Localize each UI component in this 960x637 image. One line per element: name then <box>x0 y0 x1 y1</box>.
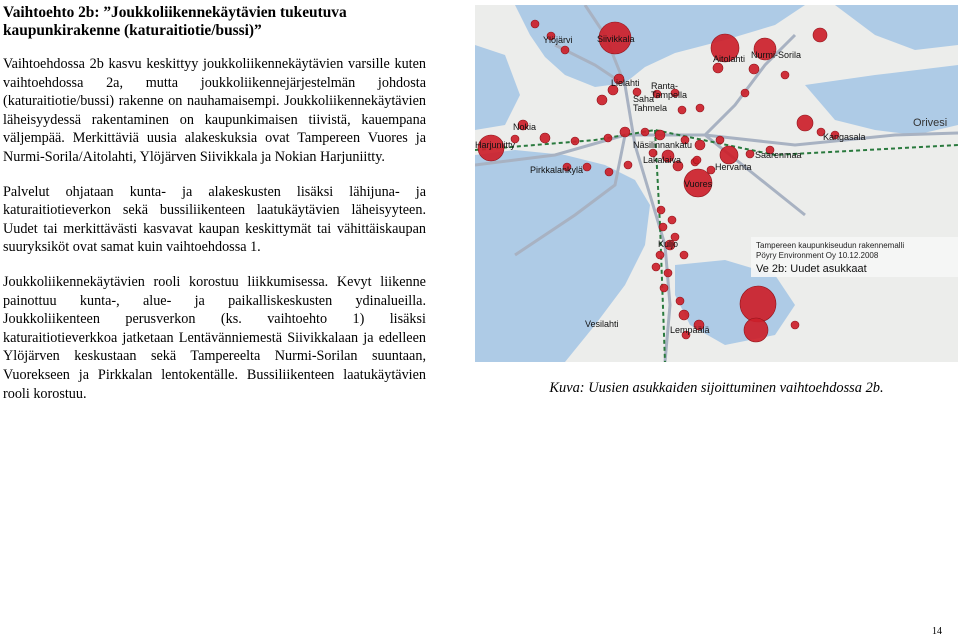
marker <box>657 206 665 214</box>
label-siivikkala: Siivikkala <box>597 34 635 44</box>
marker <box>660 284 668 292</box>
label-vuores: Vuores <box>684 179 713 189</box>
marker <box>561 46 569 54</box>
label-nalkalanlaita: Näsilinnankatu <box>633 140 693 150</box>
marker <box>695 140 705 150</box>
label-nurmi-sorila: Nurmi-Sorila <box>751 50 802 60</box>
map-info-box <box>751 237 958 277</box>
label-kangasala: Kangasala <box>823 132 866 142</box>
label-saha-tahmela: Saha Tahmela <box>633 94 668 113</box>
paragraph-1: Vaihtoehdossa 2b kasvu keskittyy joukkoliikennekäytävien varsille kuten vaihtoehdossa 2a, mutta joukkoliikennejärjestelmän johdosta (katuraitiotie/bussi) rakenne on nauhamaisempi. Joukkoliikennekäytävien läheisyydessä rakentaminen on kaupunkimaisen tiivistä, kauempana väljempää. Merkittäviä uusia alakeskuksia ovat Tampereen Vuores ja Nurmi-Sorila/Aitolahti, Ylöjärven Siivikkala ja Nokian Harjuniitty. <box>3 56 426 165</box>
figure-caption: Kuva: Uusien asukkaiden sijoittuminen vaihtoehdossa 2b. <box>549 380 884 396</box>
marker <box>746 150 754 158</box>
marker <box>740 286 776 322</box>
marker <box>531 20 539 28</box>
label-orivesi: Orivesi <box>913 117 948 129</box>
info-line-2: Pöyry Environment Oy 10.12.2008 <box>756 251 879 260</box>
marker <box>641 128 649 136</box>
page-number: 14 <box>932 626 942 637</box>
marker <box>624 161 632 169</box>
marker <box>678 106 686 114</box>
paragraph-2: Palvelut ohjataan kunta- ja alakeskusten lisäksi lähijuna- ja katuraitiotieverkon sekä bussiliikenteen laatukäytävien läheisyyteen. Uudet tai merkittävästi kasvavat kaupan keskittymät tai vähittäiskaupan suuryksiköt ovat samat kuin vaihtoehdossa 1. <box>3 183 426 256</box>
marker <box>656 251 664 259</box>
marker <box>659 223 667 231</box>
marker <box>791 321 799 329</box>
label-hervanta: Hervanta <box>715 162 752 172</box>
section-heading: Vaihtoehto 2b: ”Joukkoliikennekäytävien tukeutuva kaupunkirakenne (katuraitiotie/bussi)” <box>3 4 347 39</box>
marker <box>655 130 665 140</box>
marker <box>652 263 660 271</box>
marker <box>679 310 689 320</box>
marker <box>716 136 724 144</box>
marker <box>749 64 759 74</box>
label-lakalaiva: Lakalaiva <box>643 155 682 165</box>
info-title: Ve 2b: Uudet asukkaat <box>756 263 867 275</box>
marker <box>604 134 612 142</box>
marker <box>571 137 579 145</box>
marker <box>668 216 676 224</box>
marker <box>813 28 827 42</box>
marker <box>693 156 701 164</box>
label-saarenmaa: Saarenmaa <box>755 150 802 160</box>
marker <box>540 133 550 143</box>
marker <box>583 163 591 171</box>
label-kuljo: Kuljo <box>658 239 679 249</box>
marker <box>707 166 715 174</box>
label-harjuniitty: Harjuniitty <box>475 140 516 150</box>
marker <box>744 318 768 342</box>
label-lielahti: Lielahti <box>611 78 640 88</box>
text-column <box>3 4 426 419</box>
marker <box>597 95 607 105</box>
marker <box>797 115 813 131</box>
label-aitolahti: Aitolahti <box>713 54 746 64</box>
marker <box>605 168 613 176</box>
paragraph-3: Joukkoliikennekäytävien rooli korostuu liikkumisessa. Kevyt liikenne painottuu kunta-, alue- ja paikalliskeskusten ydinalueilla. Joukkoliikenteen perusverkon (ks. vaihtoehto 1) lisäksi katuraitiotieverkkoa jatketaan Lentävänniemestä Siivikkalaan ja edelleen Ylöjärven keskustaan sekä Tampereelta Nurmi-Sorilan suuntaan, Vuorekseen ja Pirkkalan lentokentälle. Bussiliikenteen laatukäytävien rooli korostuu. <box>3 273 426 402</box>
map-figure <box>475 5 958 362</box>
marker <box>741 89 749 97</box>
marker <box>696 104 704 112</box>
info-line-1: Tampereen kaupunkiseudun rakennemalli <box>756 241 905 250</box>
marker <box>676 297 684 305</box>
marker <box>664 269 672 277</box>
label-nokia: Nokia <box>513 122 537 132</box>
label-ranta-tampella: Ranta-Tampella <box>651 81 688 100</box>
marker <box>680 251 688 259</box>
label-vesilahti: Vesilahti <box>585 319 619 329</box>
label-pirkkala: Pirkkalankylä <box>530 165 584 175</box>
label-ylojarvi: Ylöjärvi <box>543 35 573 45</box>
map-svg <box>475 5 958 362</box>
label-lempaala: Lempäälä <box>670 325 710 335</box>
marker <box>781 71 789 79</box>
marker <box>620 127 630 137</box>
marker <box>713 63 723 73</box>
